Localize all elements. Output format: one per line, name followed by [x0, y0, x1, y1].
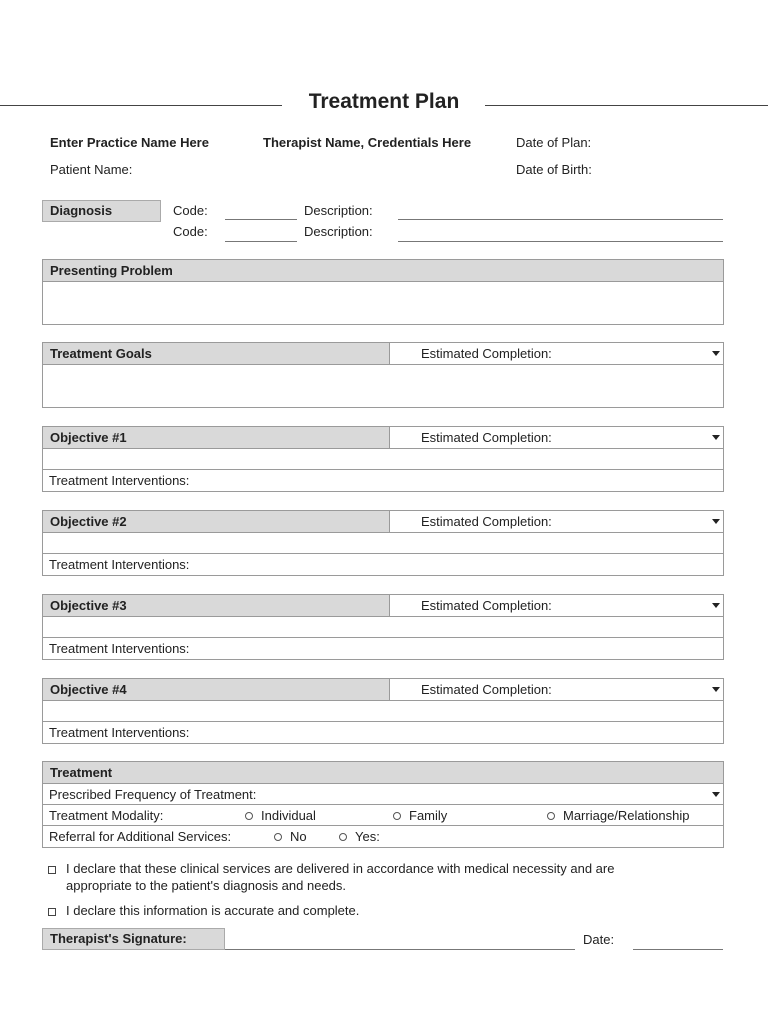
objective-1-estimated-completion[interactable] [389, 427, 723, 449]
objective-3-section [42, 594, 724, 660]
dropdown-arrow-icon[interactable] [712, 792, 720, 797]
dropdown-arrow-icon[interactable] [712, 603, 720, 608]
diagnosis-description-label-2: Description: [304, 224, 373, 239]
diagnosis-code-field-2[interactable] [225, 241, 297, 242]
diagnosis-description-label-1: Description: [304, 203, 373, 218]
objective-2-estimated-completion[interactable] [389, 511, 723, 533]
objective-3-field[interactable] [43, 617, 723, 638]
diagnosis-code-label-2: Code: [173, 224, 208, 239]
radio-icon[interactable] [274, 833, 282, 841]
objective-2-estimated-label: Estimated Completion: [421, 514, 552, 529]
modality-marriage-option[interactable] [547, 805, 689, 826]
declaration-1-line-1: I declare that these clinical services are delivered in accordance with medical necessity and are [66, 861, 615, 876]
declaration-1-line-2: appropriate to the patient's diagnosis and needs. [66, 878, 347, 893]
objective-4-section [42, 678, 724, 744]
checkbox-icon[interactable] [48, 866, 56, 874]
dropdown-arrow-icon[interactable] [712, 435, 720, 440]
referral-yes-option[interactable] [339, 826, 380, 847]
modality-marriage-label: Marriage/Relationship [563, 808, 690, 823]
practice-name: Enter Practice Name Here [50, 135, 209, 150]
objective-2-field[interactable] [43, 533, 723, 554]
objective-1-interventions[interactable]: Treatment Interventions: [49, 473, 190, 488]
modality-family-option[interactable] [393, 805, 447, 826]
modality-individual-option[interactable] [245, 805, 316, 826]
diagnosis-code-field-1[interactable] [225, 219, 297, 220]
treatment-modality-row [43, 805, 723, 826]
objective-2-label: Objective #2 [43, 511, 389, 533]
diagnosis-description-field-2[interactable] [398, 241, 723, 242]
referral-yes-label: Yes: [355, 829, 380, 844]
referral-no-label: No [290, 829, 307, 844]
treatment-referral-label: Referral for Additional Services: [49, 829, 232, 844]
diagnosis-description-field-1[interactable] [398, 219, 723, 220]
treatment-goals-estimated-completion[interactable] [389, 343, 723, 365]
objective-2-interventions[interactable]: Treatment Interventions: [49, 557, 190, 572]
objective-1-estimated-label: Estimated Completion: [421, 430, 552, 445]
therapist-signature-field[interactable] [225, 949, 575, 950]
objective-4-field[interactable] [43, 701, 723, 722]
signature-date-label: Date: [583, 932, 615, 947]
therapist-name: Therapist Name, Credentials Here [263, 135, 472, 150]
treatment-section [42, 761, 724, 848]
objective-3-estimated-completion[interactable] [389, 595, 723, 617]
referral-no-option[interactable] [274, 826, 307, 847]
treatment-goals-estimated-label: Estimated Completion: [421, 346, 552, 361]
radio-icon[interactable] [339, 833, 347, 841]
presenting-problem-section [42, 259, 724, 325]
dropdown-arrow-icon[interactable] [712, 519, 720, 524]
page-title [0, 90, 768, 114]
date-of-birth-label: Date of Birth: [516, 162, 592, 177]
objective-1-field[interactable] [43, 449, 723, 470]
objective-3-estimated-label: Estimated Completion: [421, 598, 552, 613]
objective-4-estimated-label: Estimated Completion: [421, 682, 552, 697]
dropdown-arrow-icon[interactable] [712, 351, 720, 356]
diagnosis-code-label-1: Code: [173, 203, 208, 218]
objective-4-label: Objective #4 [43, 679, 389, 701]
objective-3-interventions[interactable]: Treatment Interventions: [49, 641, 190, 656]
treatment-frequency-row[interactable] [43, 784, 723, 805]
modality-family-label: Family [409, 808, 448, 823]
checkbox-icon[interactable] [48, 908, 56, 916]
objective-2-section [42, 510, 724, 576]
declaration-2: I declare this information is accurate and complete. [66, 903, 360, 918]
treatment-goals-field[interactable] [43, 365, 723, 407]
treatment-goals-section [42, 342, 724, 408]
treatment-referral-row [43, 826, 723, 847]
treatment-modality-label: Treatment Modality: [49, 808, 164, 823]
presenting-problem-field[interactable] [43, 282, 723, 324]
objective-1-label: Objective #1 [43, 427, 389, 449]
patient-name-label: Patient Name: [50, 162, 133, 177]
diagnosis-label: Diagnosis [42, 200, 161, 222]
objective-4-estimated-completion[interactable] [389, 679, 723, 701]
radio-icon[interactable] [393, 812, 401, 820]
modality-individual-label: Individual [261, 808, 316, 823]
objective-1-section [42, 426, 724, 492]
treatment-goals-label: Treatment Goals [43, 343, 389, 365]
objective-3-label: Objective #3 [43, 595, 389, 617]
objective-4-interventions[interactable]: Treatment Interventions: [49, 725, 190, 740]
radio-icon[interactable] [245, 812, 253, 820]
treatment-frequency-label: Prescribed Frequency of Treatment: [49, 787, 257, 802]
therapist-signature-label: Therapist's Signature: [42, 928, 225, 950]
treatment-label: Treatment [43, 762, 723, 784]
page-title-text: Treatment Plan [303, 90, 466, 113]
dropdown-arrow-icon[interactable] [712, 687, 720, 692]
signature-date-field[interactable] [633, 949, 723, 950]
date-of-plan-label: Date of Plan: [516, 135, 592, 150]
presenting-problem-label: Presenting Problem [43, 260, 723, 282]
radio-icon[interactable] [547, 812, 555, 820]
